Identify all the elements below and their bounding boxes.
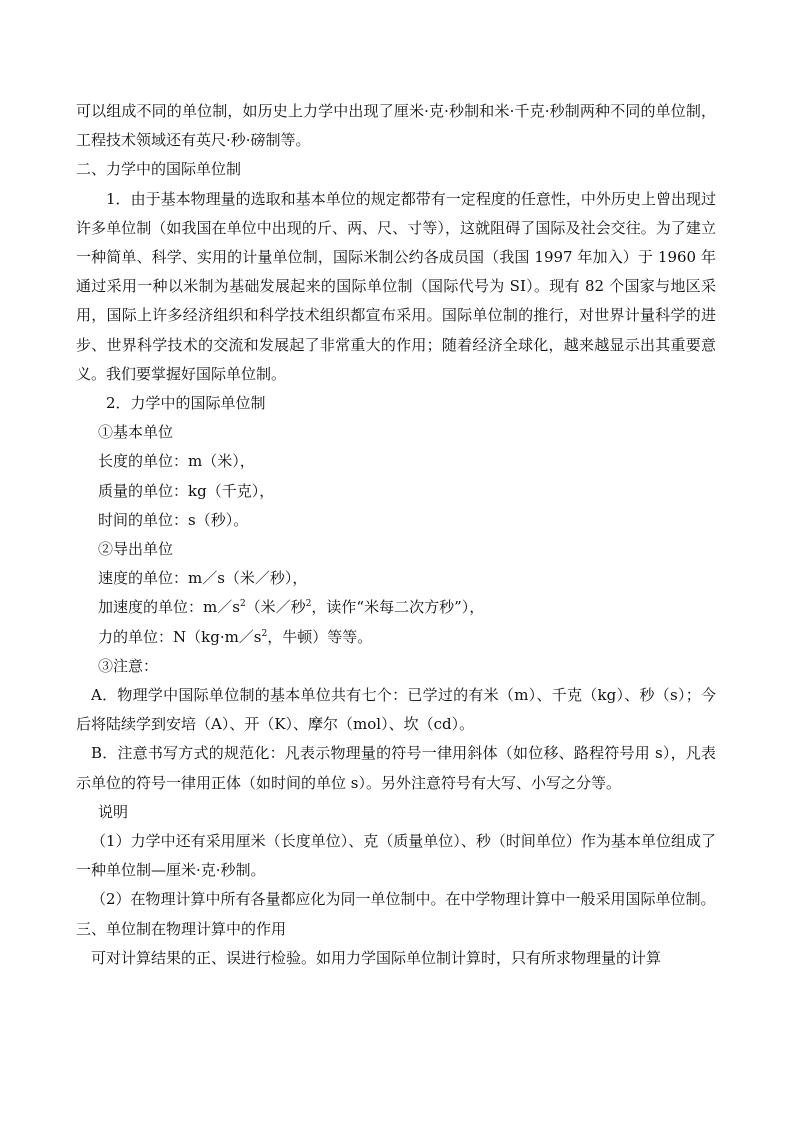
section-heading-2: 二、力学中的国际单位制 (76, 160, 242, 179)
paragraph-point-1: 1．由于基本物理量的选取和基本单位的规定都带有一定程度的任意性，中外历史上曾出现过许多单位制（如我国在单位中出现的斤、两、尺、寸等），这就阻碍了国际及社会交往。为了建立一种简单、科学、实用的计量单位制，国际米制公约各成员国（我国 1997 年加入）于 1960 年通过采用一种以米制为基础发展起来的国际单位制（国际代号为 SI）。现有 82 个国家与地区采用，国际上许多经济组织和科学技术组织都宣布采用。国际单位制的推行，对世界计量科学的进步、世界科学技术的交流和发展起了非常重大的作用；随着经济全球化，越来越显示出其重要意义。我们要掌握好国际单位制。 (76, 189, 716, 383)
acc-text-b: （米／秒 (245, 598, 306, 617)
explanation-1: （1）力学中还有采用厘米（长度单位）、克（质量单位）、秒（时间单位）作为基本单位组成了一种单位制—厘米·克·秒制。 (76, 832, 716, 880)
paragraph-last: 可对计算结果的正、误进行检验。如用力学国际单位制计算时，只有所求物理量的计算 (91, 948, 662, 967)
derived-units-title: ②导出单位 (98, 540, 174, 559)
mass-unit: 质量的单位：kg（千克）， (98, 481, 275, 500)
force-sup: 2 (261, 628, 268, 639)
force-text-b: ，牛顿）等等。 (267, 627, 373, 646)
base-units-title: ①基本单位 (98, 423, 174, 442)
document-body (76, 97, 716, 973)
acc-sup-2: 2 (305, 599, 312, 610)
explanation-2: （2）在物理计算中所有各量都应化为同一单位制中。在中学物理计算中一般采用国际单位制。 (91, 890, 716, 909)
force-unit (76, 623, 716, 652)
time-unit: 时间的单位：s（秒）。 (98, 510, 249, 529)
acceleration-unit (76, 593, 716, 622)
paragraph-continuation: 可以组成不同的单位制，如历史上力学中出现了厘米·克·秒制和米·千克·秒制两种不同的单位制，工程技术领域还有英尺·秒·磅制等。 (76, 102, 716, 150)
paragraph-point-2: 2．力学中的国际单位制 (106, 394, 266, 413)
acc-text-c: ，读作“米每二次方秒”）， (311, 598, 485, 617)
note-title: ③注意： (98, 656, 159, 675)
length-unit: 长度的单位：m（米）， (98, 452, 255, 471)
speed-unit: 速度的单位：m／s（米／秒）， (98, 569, 308, 588)
force-text-a: 力的单位：N（kg·m／s (98, 627, 262, 646)
acc-sup-1: 2 (239, 599, 246, 610)
explanation-label: 说明 (98, 802, 129, 821)
section-heading-3: 三、单位制在物理计算中的作用 (76, 919, 287, 938)
acc-text-a: 加速度的单位：m／s (98, 598, 240, 617)
note-b: B．注意书写方式的规范化：凡表示物理量的符号一律用斜体（如位移、路程符号用 s），凡表示单位的符号一律用正体（如时间的单位 s）。另外注意符号有大写、小写之分等。 (76, 744, 716, 792)
note-a: A．物理学中国际单位制的基本单位共有七个：已学过的有米（m）、千克（kg）、秒（s）；今后将陆续学到安培（A）、开（K）、摩尔（mol）、坎（cd）。 (76, 686, 716, 734)
